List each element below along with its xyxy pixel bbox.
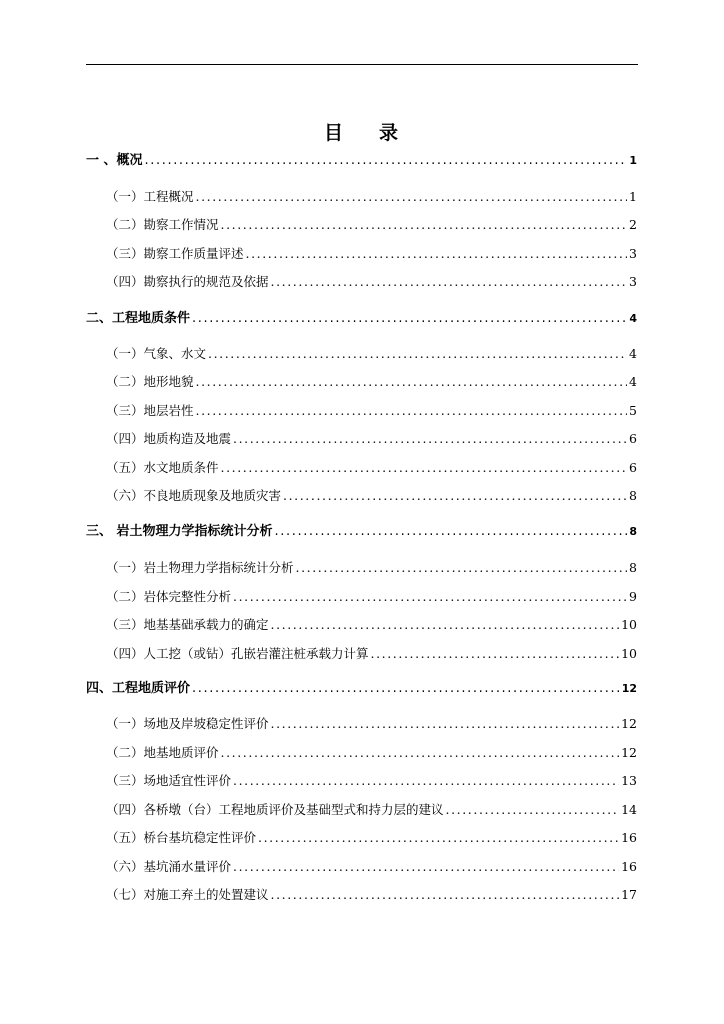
dot-leader xyxy=(196,188,628,206)
toc-item-page-number: 10 xyxy=(621,646,637,661)
toc-item-page-number: 16 xyxy=(621,830,637,845)
dot-leader xyxy=(271,886,620,904)
toc-item-label: （四）各桥墩（台）工程地质评价及基础型式和持力层的建议 xyxy=(106,802,444,817)
toc-item-label: （三）场地适宜性评价 xyxy=(106,773,232,788)
dot-leader xyxy=(371,645,620,663)
toc-item-label: （二）地形地貌 xyxy=(106,374,194,389)
dot-leader xyxy=(196,402,628,420)
toc-item-label: （四）地质构造及地震 xyxy=(106,431,232,446)
toc-item[interactable] xyxy=(106,273,637,291)
toc-section-page-number: 1 xyxy=(629,154,637,167)
toc-item[interactable] xyxy=(106,430,637,448)
toc-item-page-number: 6 xyxy=(629,460,637,475)
toc-item[interactable] xyxy=(106,886,637,904)
toc-item-page-number: 8 xyxy=(629,488,637,503)
toc-item[interactable] xyxy=(106,188,637,206)
dot-leader xyxy=(233,858,619,876)
toc-item-label: （三）地层岩性 xyxy=(106,403,194,418)
toc-item-page-number: 17 xyxy=(621,887,637,902)
toc-item-label: （六）基坑涌水量评价 xyxy=(106,859,232,874)
toc-item[interactable] xyxy=(106,744,637,762)
toc-section-label: 二、工程地质条件 xyxy=(86,311,191,326)
toc-item[interactable] xyxy=(106,829,637,847)
dot-leader xyxy=(246,245,628,263)
toc-item-page-number: 4 xyxy=(629,374,637,389)
dot-leader xyxy=(145,152,628,170)
dot-leader xyxy=(283,487,627,505)
dot-leader xyxy=(296,559,628,577)
toc-item-label: （一）工程概况 xyxy=(106,189,194,204)
toc-item[interactable] xyxy=(106,772,637,790)
dot-leader xyxy=(233,588,627,606)
toc-item-page-number: 12 xyxy=(621,716,637,731)
dot-leader xyxy=(221,744,620,762)
dot-leader xyxy=(221,216,628,234)
dot-leader xyxy=(221,459,628,477)
toc-item-label: （一）气象、水文 xyxy=(106,346,207,361)
toc-section-label: 四、工程地质评价 xyxy=(86,681,191,696)
toc-item-label: （五）桥台基坑稳定性评价 xyxy=(106,830,257,845)
toc-item[interactable] xyxy=(106,588,637,606)
toc-item-page-number: 3 xyxy=(629,274,637,289)
toc-item-label: （五）水文地质条件 xyxy=(106,460,219,475)
toc-item-label: （七）对施工弃土的处置建议 xyxy=(106,887,269,902)
toc-item-page-number: 10 xyxy=(621,617,637,632)
toc-section-label: 一 、概况 xyxy=(86,153,143,168)
toc-item[interactable] xyxy=(106,645,637,663)
toc-item-page-number: 1 xyxy=(629,189,637,204)
dot-leader xyxy=(208,345,627,363)
toc-item-label: （二）地基地质评价 xyxy=(106,745,219,760)
toc-section[interactable] xyxy=(86,523,637,541)
toc-item-label: （一）场地及岸坡稳定性评价 xyxy=(106,716,269,731)
toc-item[interactable] xyxy=(106,373,637,391)
toc-item-page-number: 9 xyxy=(629,589,637,604)
toc-item[interactable] xyxy=(106,715,637,733)
toc-item-label: （一）岩土物理力学指标统计分析 xyxy=(106,560,294,575)
toc-item[interactable] xyxy=(106,858,637,876)
dot-leader xyxy=(196,373,628,391)
toc-item-label: （三）勘察工作质量评述 xyxy=(106,246,244,261)
toc-section[interactable] xyxy=(86,310,637,328)
toc-item-page-number: 3 xyxy=(629,246,637,261)
dot-leader xyxy=(446,801,620,819)
toc-section-page-number: 8 xyxy=(629,525,637,538)
dot-leader xyxy=(258,829,619,847)
dot-leader xyxy=(233,772,619,790)
toc-section[interactable] xyxy=(86,680,637,698)
title-char-2: 录 xyxy=(379,122,401,144)
toc-item-page-number: 12 xyxy=(621,745,637,760)
toc-section[interactable] xyxy=(86,152,637,170)
toc-item[interactable] xyxy=(106,245,637,263)
toc-section-page-number: 4 xyxy=(629,312,637,325)
dot-leader xyxy=(271,616,620,634)
toc-item-page-number: 6 xyxy=(629,431,637,446)
toc-item[interactable] xyxy=(106,345,637,363)
toc-item[interactable] xyxy=(106,487,637,505)
toc-item-page-number: 16 xyxy=(621,859,637,874)
dot-leader xyxy=(192,310,627,328)
toc-item[interactable] xyxy=(106,801,637,819)
toc-item[interactable] xyxy=(106,559,637,577)
toc-item-page-number: 14 xyxy=(621,802,637,817)
toc-item[interactable] xyxy=(106,616,637,634)
toc-item-label: （四）勘察执行的规范及依据 xyxy=(106,274,269,289)
toc-item-page-number: 8 xyxy=(629,560,637,575)
toc-item-page-number: 5 xyxy=(629,403,637,418)
toc-item-page-number: 13 xyxy=(621,773,637,788)
dot-leader xyxy=(192,680,620,698)
dot-leader xyxy=(271,715,620,733)
toc-item-label: （三）地基基础承载力的确定 xyxy=(106,617,269,632)
toc-item-page-number: 4 xyxy=(629,346,637,361)
dot-leader xyxy=(233,430,627,448)
title-char-1: 目 xyxy=(323,122,345,144)
toc-item-page-number: 2 xyxy=(629,217,637,232)
toc-item[interactable] xyxy=(106,402,637,420)
toc-section-label: 三、 岩土物理力学指标统计分析 xyxy=(86,524,273,539)
dot-leader xyxy=(275,523,628,541)
dot-leader xyxy=(271,273,628,291)
toc-item-label: （六）不良地质现象及地质灾害 xyxy=(106,488,282,503)
toc-item[interactable] xyxy=(106,216,637,234)
toc-section-page-number: 12 xyxy=(621,682,637,695)
toc-item-label: （四）人工挖（或钻）孔嵌岩灌注桩承载力计算 xyxy=(106,646,369,661)
toc-item[interactable] xyxy=(106,459,637,477)
toc-item-label: （二）勘察工作情况 xyxy=(106,217,219,232)
toc-item-label: （二）岩体完整性分析 xyxy=(106,589,232,604)
